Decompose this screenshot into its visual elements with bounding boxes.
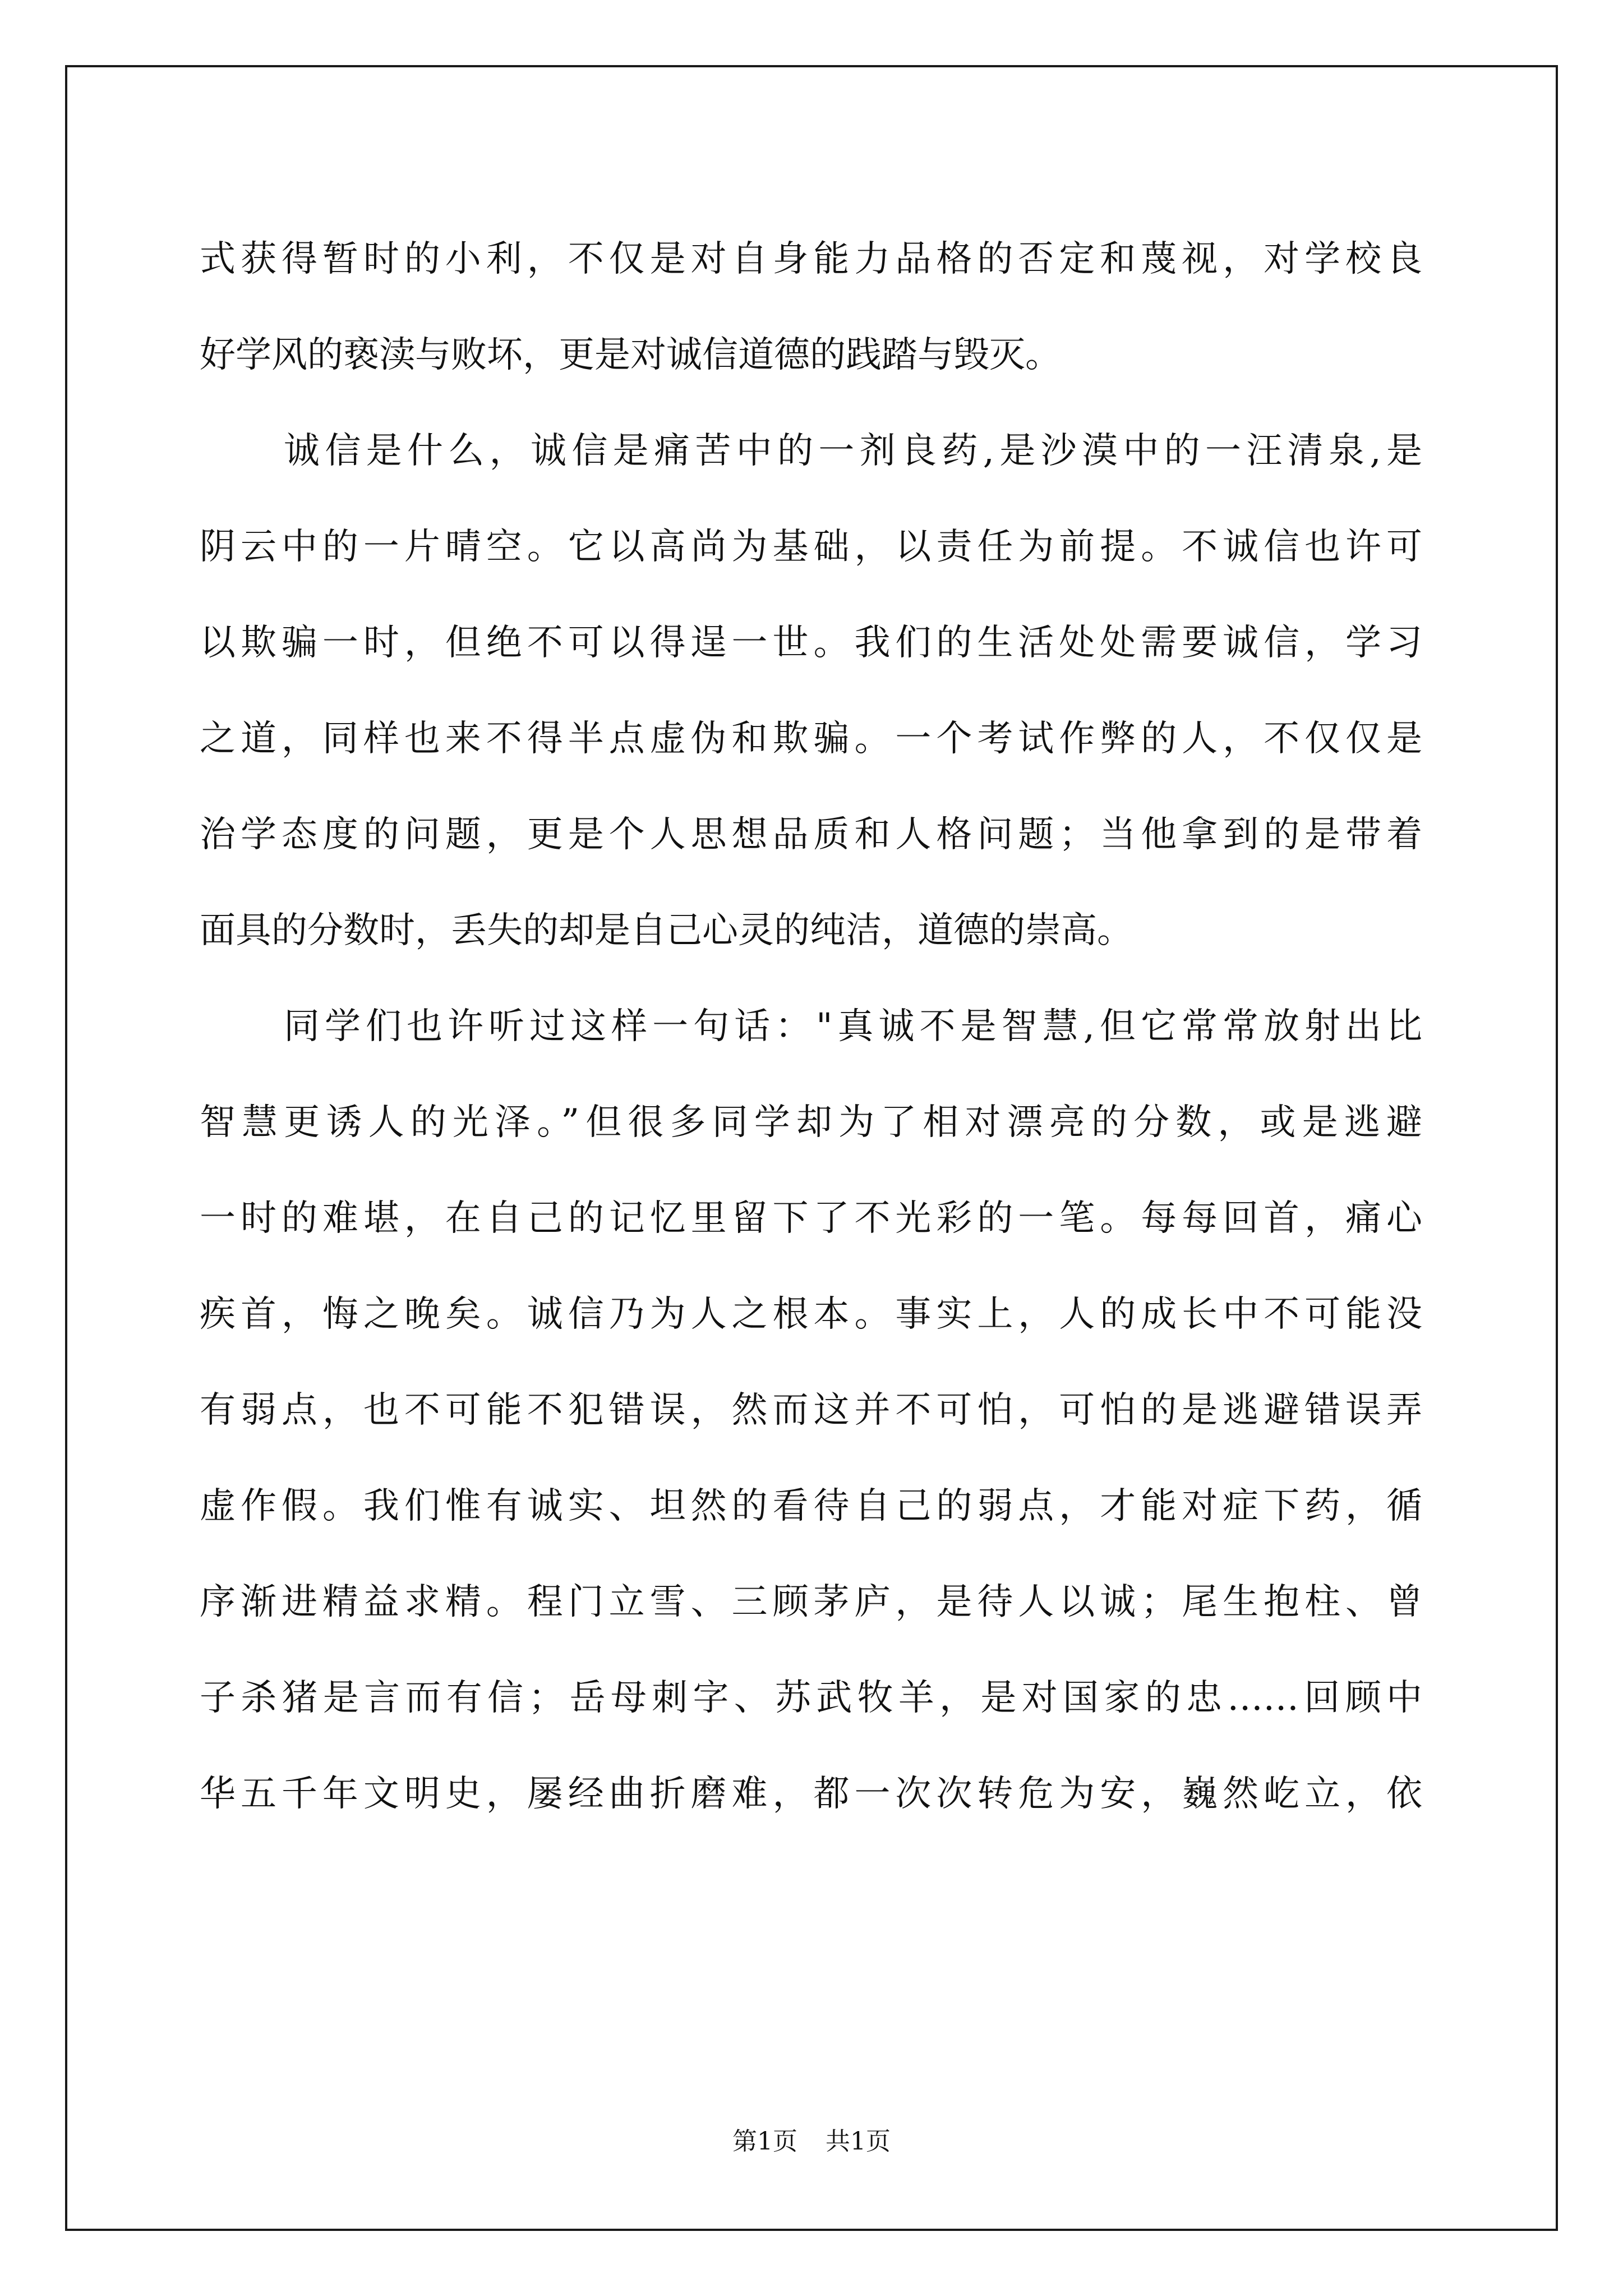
- text-line: 好学风的亵渎与败坏，更是对诚信道德的践踏与毁灭。: [200, 334, 1061, 376]
- document-body: [200, 211, 1422, 1842]
- text-line: 治学态度的问题，更是个人思想品质和人格问题；当他拿到的是带着: [200, 814, 1422, 855]
- text-line: 华五千年文明史，屡经曲折磨难，都一次次转危为安，巍然屹立，依: [200, 1773, 1422, 1815]
- text-line: 子杀猪是言而有信；岳母刺字、苏武牧羊，是对国家的忠……回顾中: [200, 1677, 1422, 1719]
- text-line: 智慧更诱人的光泽。”但很多同学却为了相对漂亮的分数，或是逃避: [200, 1102, 1422, 1143]
- text-line: 诚信是什么，诚信是痛苦中的一剂良药,是沙漠中的一汪清泉,是: [284, 430, 1422, 472]
- text-line: 一时的难堪，在自己的记忆里留下了不光彩的一笔。每每回首，痛心: [200, 1198, 1422, 1239]
- page-number: 第1页: [732, 2127, 797, 2156]
- text-line: 阴云中的一片晴空。它以高尚为基础，以责任为前提。不诚信也许可: [200, 526, 1422, 568]
- text-line: 面具的分数时，丢失的却是自己心灵的纯洁，道德的崇高。: [200, 910, 1133, 951]
- text-line: 之道，同样也来不得半点虚伪和欺骗。一个考试作弊的人，不仅仅是: [200, 718, 1422, 760]
- text-line: 序渐进精益求精。程门立雪、三顾茅庐，是待人以诚；尾生抱柱、曾: [200, 1581, 1422, 1623]
- page-footer: [0, 2125, 1623, 2159]
- text-line: 式获得暂时的小利，不仅是对自身能力品格的否定和蔑视，对学校良: [200, 238, 1422, 280]
- text-line: 疾首，悔之晚矣。诚信乃为人之根本。事实上，人的成长中不可能没: [200, 1294, 1422, 1335]
- text-line: 同学们也许听过这样一句话："真诚不是智慧,但它常常放射出比: [284, 1006, 1422, 1047]
- paragraph: [200, 979, 1422, 1842]
- paragraph: [200, 211, 1422, 403]
- text-line: 有弱点，也不可能不犯错误，然而这并不可怕，可怕的是逃避错误弄: [200, 1389, 1422, 1431]
- paragraph: [200, 403, 1422, 979]
- page-total: 共1页: [826, 2127, 891, 2156]
- text-line: 以欺骗一时，但绝不可以得逞一世。我们的生活处处需要诚信，学习: [200, 622, 1422, 664]
- text-line: 虚作假。我们惟有诚实、坦然的看待自己的弱点，才能对症下药，循: [200, 1485, 1422, 1527]
